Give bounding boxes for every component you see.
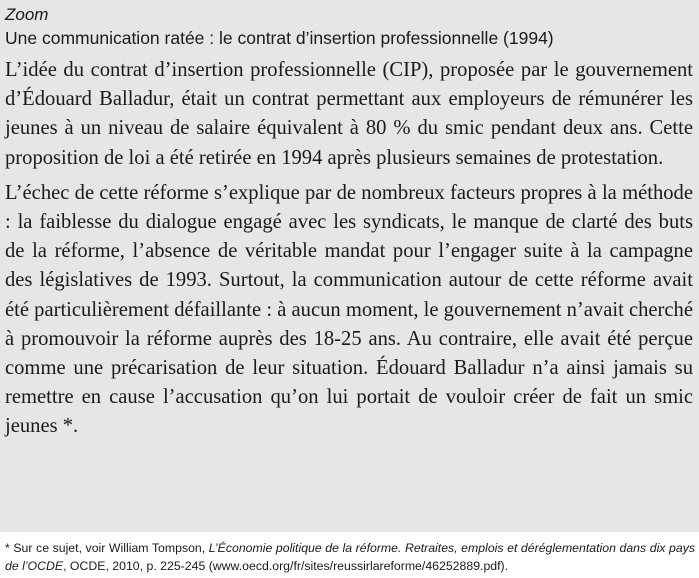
zoom-title: Une communication ratée : le contrat d’insertion professionnelle (1994) <box>5 28 554 48</box>
zoom-label: Zoom <box>5 5 49 24</box>
zoom-paragraph-2: L’échec de cette réforme s’explique par de nombreux facteurs propres à la méthode : la faiblesse du dialogue engagé avec les syndicats, le manque de clarté des buts de la réforme, l’absence de véritable mandat pour l’engager suite à la campagne des législatives de 1993. Surtout, la communication autour de cette réforme avait été particulièrement défaillante : à aucun moment, le gouvernement n’avait cherché à promouvoir la réforme auprès des 18-25 ans. Au contraire, elle avait été perçue comme une précarisation de leur situation. Édouard Balladur n’a ainsi jamais su remettre en cause l’accusation qu’on lui portait de vouloir créer de fait un smic jeunes *. <box>5 181 693 438</box>
footnote-prefix: * Sur ce sujet, voir William Tompson, <box>5 541 209 555</box>
zoom-body <box>5 56 693 442</box>
footnote-source-title: L’Économie politique de la réforme. Retraites, emplois et déréglementation dans dix pays de l’OCDE <box>5 541 695 573</box>
zoom-paragraph-1: L’idée du contrat d’insertion professionnelle (CIP), proposée par le gouvernement d’Édouard Balladur, était un contrat permettant aux employeurs de rémunérer les jeunes à un niveau de salaire équivalent à 80 % du smic pendant deux ans. Cette proposition de loi a été retirée en 1994 après plusieurs semaines de protestation. <box>5 59 693 169</box>
footnote-suffix: , OCDE, 2010, p. 225-245 (www.oecd.org/fr/sites/reussirlareforme/46252889.pdf). <box>63 559 509 573</box>
footnote <box>5 539 695 575</box>
